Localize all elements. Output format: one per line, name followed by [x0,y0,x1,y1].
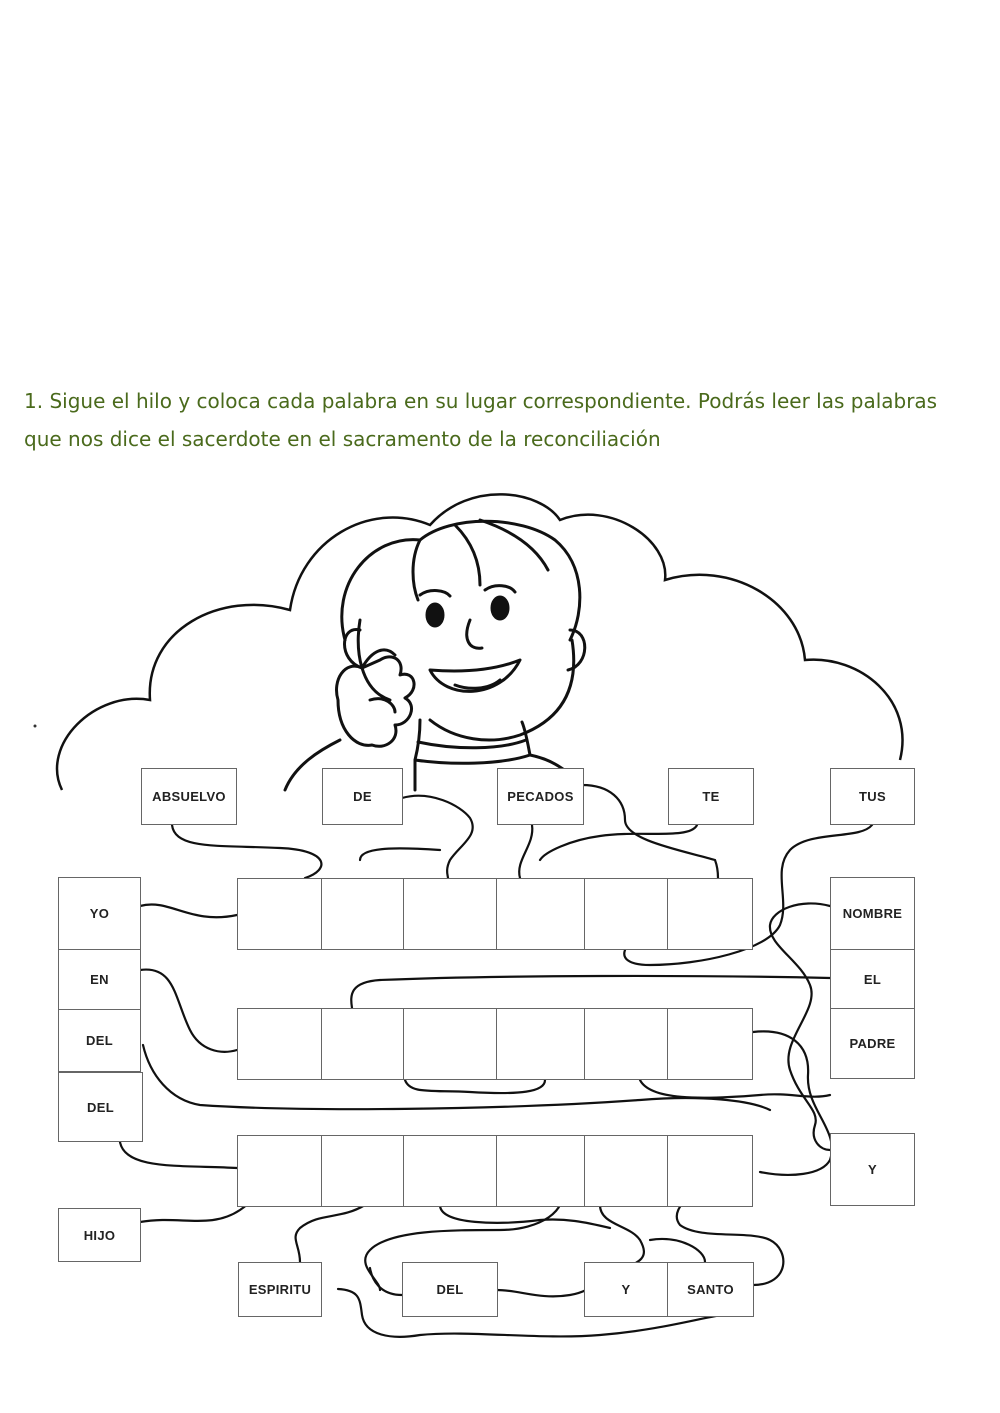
answer-row-3 [237,1135,753,1207]
word-box-pecados[interactable]: PECADOS [497,768,584,825]
answer-blank[interactable] [403,878,498,950]
answer-blank[interactable] [237,1135,323,1207]
answer-blank[interactable] [237,1008,323,1080]
answer-blank[interactable] [321,878,404,950]
answer-blank[interactable] [496,1135,585,1207]
word-box-santo[interactable]: SANTO [667,1262,754,1317]
word-box-padre[interactable]: PADRE [830,1008,915,1079]
answer-blank[interactable] [403,1008,498,1080]
word-box-el[interactable]: EL [830,949,915,1009]
answer-blank[interactable] [237,878,323,950]
answer-blank[interactable] [403,1135,498,1207]
answer-row-2 [237,1008,753,1080]
word-box-nombre[interactable]: NOMBRE [830,877,915,950]
answer-blank[interactable] [321,1135,404,1207]
instruction-text: 1. Sigue el hilo y coloca cada palabra en su lugar correspondiente. Podrás leer las palabras que nos dice el sacerdote en el sacramento de la reconciliación [24,389,938,451]
word-box-y-2[interactable]: Y [584,1262,668,1317]
word-box-en[interactable]: EN [58,949,141,1010]
priest-illustration [285,520,585,790]
word-box-y-1[interactable]: Y [830,1133,915,1206]
word-box-del-3[interactable]: DEL [402,1262,498,1317]
answer-blank[interactable] [321,1008,404,1080]
answer-blank[interactable] [584,1135,669,1207]
word-box-espiritu[interactable]: ESPIRITU [238,1262,322,1317]
answer-blank[interactable] [584,1008,669,1080]
word-box-hijo[interactable]: HIJO [58,1208,141,1262]
cloud-outline [57,494,902,790]
word-box-yo[interactable]: YO [58,877,141,950]
word-box-te[interactable]: TE [668,768,754,825]
answer-blank[interactable] [667,878,753,950]
answer-blank[interactable] [584,878,669,950]
word-box-absuelvo[interactable]: ABSUELVO [141,768,237,825]
answer-blank[interactable] [667,1135,753,1207]
word-box-del-2[interactable]: DEL [58,1072,143,1142]
word-box-tus[interactable]: TUS [830,768,915,825]
word-box-del-1[interactable]: DEL [58,1009,141,1072]
answer-blank[interactable] [496,878,585,950]
answer-row-1 [237,878,753,950]
answer-blank[interactable] [667,1008,753,1080]
word-box-de[interactable]: DE [322,768,403,825]
answer-blank[interactable] [496,1008,585,1080]
